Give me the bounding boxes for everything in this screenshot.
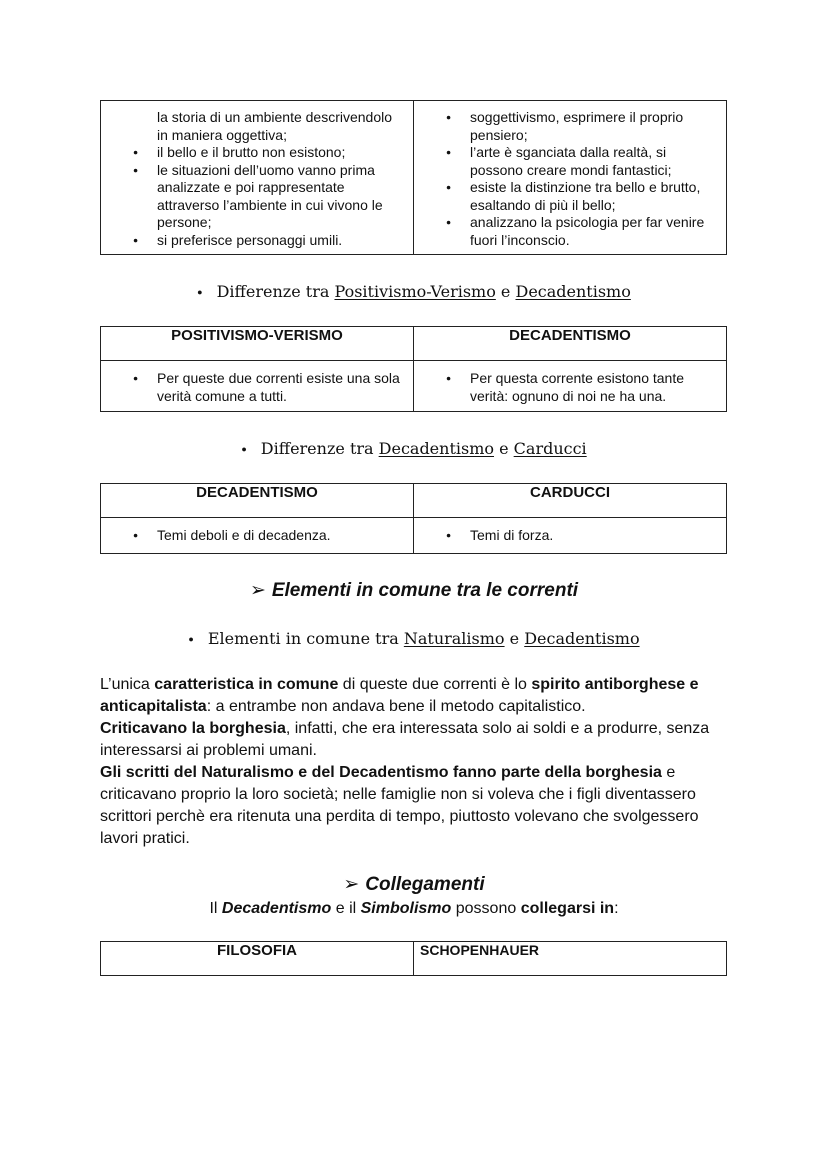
right-list	[414, 109, 716, 249]
term-link: Decadentismo	[515, 282, 631, 301]
list-item: la storia di un ambiente descrivendolo in maniera oggettiva;	[157, 109, 393, 143]
left-cell	[101, 101, 414, 255]
term-link: Naturalismo	[403, 629, 505, 648]
table-header-row	[101, 484, 727, 518]
bold-text: spirito antiborghese e anticapitalista	[100, 676, 699, 715]
bullet-icon: ●	[188, 634, 194, 644]
paragraph-line	[100, 674, 740, 718]
list-item: ● le situazioni dell’uomo vanno prima analizzate e poi rappresentate attraverso l’ambiente in cui vivono le persone;	[101, 162, 403, 232]
table-cell	[414, 518, 727, 554]
table-cell	[101, 518, 414, 554]
table-cell: FILOSOFIA	[101, 942, 414, 976]
table-header-row	[101, 327, 727, 361]
bold-text: caratteristica in comune	[154, 676, 339, 693]
list-item: ● Temi di forza.	[414, 527, 718, 545]
subheading-text: Differenze tra	[260, 439, 379, 458]
right-cell	[414, 101, 727, 255]
bold-text: collegarsi in	[520, 900, 615, 917]
table-row	[101, 942, 727, 976]
links-intro	[0, 900, 828, 918]
table-cell	[414, 361, 727, 412]
section-heading-common	[0, 579, 828, 602]
paragraph-line	[100, 718, 740, 762]
subheading-text: e	[495, 282, 516, 301]
list-item: ● analizzano la psicologia per far venire fuori l’inconscio.	[414, 214, 716, 249]
text: e il	[331, 900, 361, 917]
text: di queste due correnti è lo	[338, 676, 532, 693]
subheading-differences-1	[0, 282, 828, 301]
list-item: ● soggettivismo, esprimere il proprio pensiero;	[414, 109, 716, 144]
paragraph-line	[100, 762, 740, 850]
differences-table-2	[100, 483, 727, 554]
term-link: Positivismo-Verismo	[334, 282, 496, 301]
text: : a entrambe non andava bene il metodo capitalistico.	[206, 698, 586, 715]
table-row	[101, 518, 727, 554]
text: L’unica	[100, 676, 155, 693]
text: :	[614, 900, 619, 917]
list-item: ● si preferisce personaggi umili.	[101, 232, 403, 250]
table-row	[101, 361, 727, 412]
links-table	[100, 941, 727, 976]
bold-italic-text: Decadentismo	[221, 900, 332, 917]
list-item: ● Per queste due correnti esiste una sola verità comune a tutti.	[101, 370, 405, 405]
column-header: DECADENTISMO	[414, 327, 727, 361]
table-cell	[101, 361, 414, 412]
left-list	[101, 109, 403, 249]
subheading-text: e	[494, 439, 514, 458]
column-header: DECADENTISMO	[101, 484, 414, 518]
list-item: ● l’arte è sganciata dalla realtà, si possono creare mondi fantastici;	[414, 144, 716, 179]
section-title: Elementi in comune tra le correnti	[271, 580, 579, 601]
column-header: CARDUCCI	[414, 484, 727, 518]
body-paragraph	[100, 674, 740, 850]
bold-text: Gli scritti del Naturalismo e del Decadentismo fanno parte della borghesia	[100, 764, 662, 781]
column-header: POSITIVISMO-VERISMO	[101, 327, 414, 361]
bullet-icon: ●	[241, 444, 247, 454]
table-row	[101, 101, 727, 255]
text: , infatti, che era interessata solo ai soldi e a produrre, senza interessarsi ai problemi umani.	[100, 720, 710, 759]
subheading-text: Elementi in comune tra	[207, 629, 404, 648]
term-link: Decadentismo	[378, 439, 495, 458]
section-title: Collegamenti	[365, 874, 485, 895]
list-item: ● Per questa corrente esistono tante verità: ognuno di noi ne ha una.	[414, 370, 718, 405]
bullet-icon: ●	[197, 287, 203, 297]
term-link: Decadentismo	[524, 629, 640, 648]
table-cell: SCHOPENHAUER	[414, 942, 727, 976]
bold-text: Criticavano la borghesia	[100, 720, 286, 737]
list-item: ● il bello e il brutto non esistono;	[101, 144, 403, 162]
comparison-table-continued	[100, 100, 727, 255]
bold-italic-text: Simbolismo	[360, 900, 452, 917]
list-item: ● esiste la distinzione tra bello e brutto, esaltando di più il bello;	[414, 179, 716, 214]
text: Il	[209, 900, 222, 917]
subheading-text: Differenze tra	[216, 282, 335, 301]
subheading-differences-2	[0, 439, 828, 458]
text: possono	[451, 900, 521, 917]
text: e criticavano proprio la loro società; nelle famiglie non si voleva che i figli diventassero scrittori perchè era ritenuta una perdita di tempo, piuttosto volevano che svolgessero lavori pratici.	[100, 764, 699, 847]
section-heading-links	[0, 873, 828, 896]
arrow-icon: ➢	[343, 874, 360, 895]
list-item: ● Temi deboli e di decadenza.	[101, 527, 405, 545]
differences-table-1	[100, 326, 727, 412]
term-link: Carducci	[513, 439, 587, 458]
arrow-icon: ➢	[249, 580, 266, 601]
subheading-text: e	[504, 629, 525, 648]
subheading-common	[0, 629, 828, 648]
